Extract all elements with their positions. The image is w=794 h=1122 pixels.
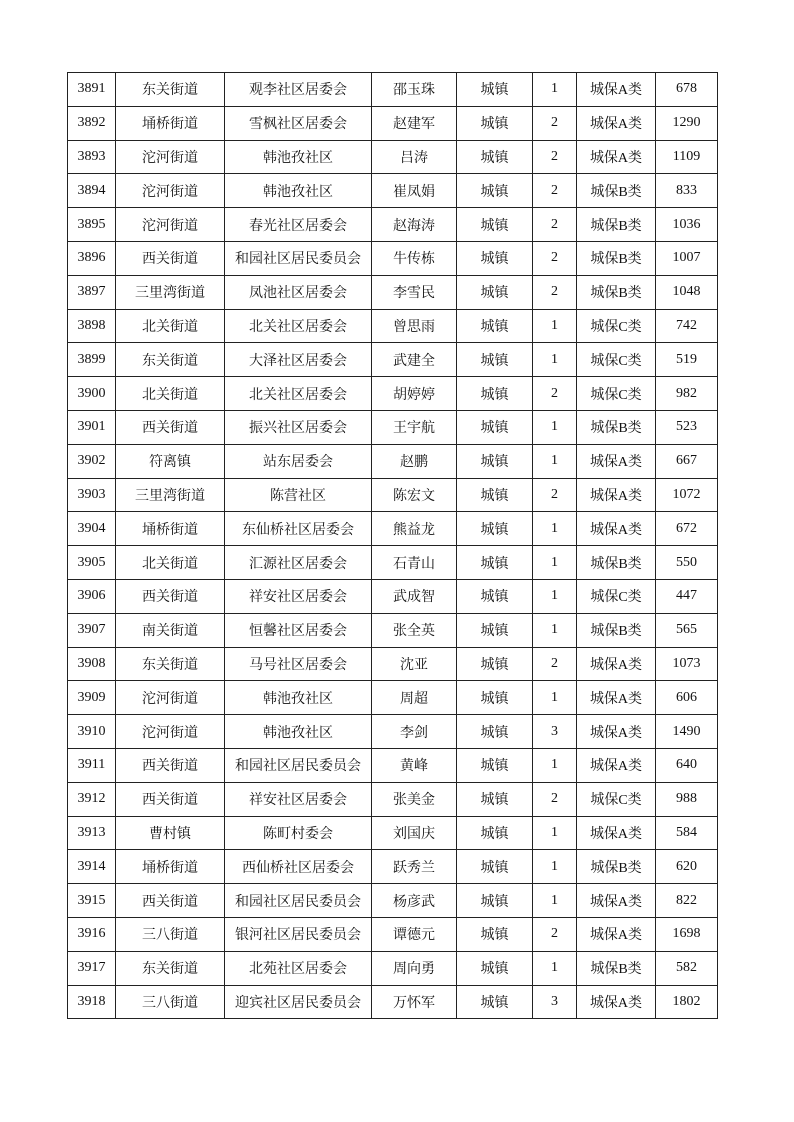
cell-id: 3909 — [68, 681, 116, 715]
cell-community: 汇源社区居委会 — [225, 546, 372, 580]
cell-category: 城保A类 — [577, 681, 656, 715]
cell-count: 1 — [533, 546, 577, 580]
cell-count: 2 — [533, 782, 577, 816]
cell-street: 西关街道 — [116, 241, 225, 275]
cell-area: 城镇 — [457, 444, 533, 478]
cell-count: 1 — [533, 410, 577, 444]
cell-count: 1 — [533, 444, 577, 478]
cell-name: 万怀军 — [372, 985, 457, 1019]
cell-street: 沱河街道 — [116, 208, 225, 242]
cell-community: 和园社区居民委员会 — [225, 241, 372, 275]
cell-count: 1 — [533, 343, 577, 377]
cell-category: 城保B类 — [577, 275, 656, 309]
cell-name: 张美金 — [372, 782, 457, 816]
cell-id: 3895 — [68, 208, 116, 242]
cell-community: 祥安社区居委会 — [225, 579, 372, 613]
cell-community: 祥安社区居委会 — [225, 782, 372, 816]
cell-amount: 1490 — [656, 715, 718, 749]
cell-name: 武建全 — [372, 343, 457, 377]
cell-count: 1 — [533, 748, 577, 782]
cell-street: 埇桥街道 — [116, 106, 225, 140]
cell-category: 城保C类 — [577, 782, 656, 816]
cell-community: 观李社区居委会 — [225, 73, 372, 107]
table-row — [68, 850, 718, 884]
cell-area: 城镇 — [457, 241, 533, 275]
cell-area: 城镇 — [457, 106, 533, 140]
cell-category: 城保C类 — [577, 343, 656, 377]
cell-name: 周向勇 — [372, 951, 457, 985]
cell-count: 2 — [533, 241, 577, 275]
cell-id: 3905 — [68, 546, 116, 580]
cell-amount: 742 — [656, 309, 718, 343]
cell-id: 3908 — [68, 647, 116, 681]
cell-area: 城镇 — [457, 579, 533, 613]
cell-street: 南关街道 — [116, 613, 225, 647]
cell-id: 3899 — [68, 343, 116, 377]
cell-amount: 606 — [656, 681, 718, 715]
cell-amount: 822 — [656, 884, 718, 918]
cell-street: 三里湾街道 — [116, 478, 225, 512]
cell-id: 3898 — [68, 309, 116, 343]
cell-count: 2 — [533, 106, 577, 140]
table-row — [68, 343, 718, 377]
cell-community: 站东居委会 — [225, 444, 372, 478]
cell-id: 3906 — [68, 579, 116, 613]
cell-category: 城保A类 — [577, 647, 656, 681]
cell-name: 石青山 — [372, 546, 457, 580]
records-table — [67, 72, 718, 1019]
cell-id: 3916 — [68, 917, 116, 951]
table-row — [68, 377, 718, 411]
cell-community: 韩池孜社区 — [225, 140, 372, 174]
cell-count: 2 — [533, 174, 577, 208]
cell-street: 三八街道 — [116, 985, 225, 1019]
cell-count: 1 — [533, 73, 577, 107]
cell-count: 1 — [533, 850, 577, 884]
cell-category: 城保B类 — [577, 951, 656, 985]
cell-name: 牛传栋 — [372, 241, 457, 275]
cell-area: 城镇 — [457, 884, 533, 918]
cell-id: 3892 — [68, 106, 116, 140]
cell-street: 沱河街道 — [116, 715, 225, 749]
table-row — [68, 140, 718, 174]
cell-community: 陈町村委会 — [225, 816, 372, 850]
cell-street: 符离镇 — [116, 444, 225, 478]
cell-street: 曹村镇 — [116, 816, 225, 850]
cell-id: 3891 — [68, 73, 116, 107]
cell-area: 城镇 — [457, 748, 533, 782]
cell-area: 城镇 — [457, 343, 533, 377]
cell-community: 北关社区居委会 — [225, 377, 372, 411]
cell-community: 振兴社区居委会 — [225, 410, 372, 444]
cell-street: 东关街道 — [116, 73, 225, 107]
cell-name: 胡婷婷 — [372, 377, 457, 411]
cell-community: 大泽社区居委会 — [225, 343, 372, 377]
cell-street: 西关街道 — [116, 579, 225, 613]
cell-amount: 447 — [656, 579, 718, 613]
cell-community: 和园社区居民委员会 — [225, 884, 372, 918]
cell-category: 城保A类 — [577, 444, 656, 478]
table-row — [68, 681, 718, 715]
cell-count: 2 — [533, 377, 577, 411]
cell-category: 城保B类 — [577, 613, 656, 647]
cell-name: 跃秀兰 — [372, 850, 457, 884]
cell-count: 2 — [533, 140, 577, 174]
table-row — [68, 647, 718, 681]
cell-community: 韩池孜社区 — [225, 681, 372, 715]
cell-name: 黄峰 — [372, 748, 457, 782]
cell-category: 城保A类 — [577, 748, 656, 782]
cell-community: 春光社区居委会 — [225, 208, 372, 242]
cell-name: 赵建军 — [372, 106, 457, 140]
cell-amount: 678 — [656, 73, 718, 107]
table-row — [68, 410, 718, 444]
table-row — [68, 884, 718, 918]
cell-street: 北关街道 — [116, 309, 225, 343]
cell-area: 城镇 — [457, 850, 533, 884]
cell-name: 熊益龙 — [372, 512, 457, 546]
cell-area: 城镇 — [457, 512, 533, 546]
cell-name: 杨彦武 — [372, 884, 457, 918]
cell-count: 1 — [533, 512, 577, 546]
cell-community: 恒馨社区居委会 — [225, 613, 372, 647]
cell-id: 3903 — [68, 478, 116, 512]
table-row — [68, 73, 718, 107]
cell-community: 北苑社区居委会 — [225, 951, 372, 985]
cell-category: 城保B类 — [577, 241, 656, 275]
table-row — [68, 512, 718, 546]
cell-count: 1 — [533, 309, 577, 343]
cell-area: 城镇 — [457, 917, 533, 951]
cell-id: 3910 — [68, 715, 116, 749]
cell-street: 东关街道 — [116, 647, 225, 681]
cell-amount: 640 — [656, 748, 718, 782]
cell-community: 马号社区居委会 — [225, 647, 372, 681]
cell-amount: 1698 — [656, 917, 718, 951]
table-row — [68, 275, 718, 309]
cell-area: 城镇 — [457, 208, 533, 242]
cell-category: 城保C类 — [577, 309, 656, 343]
cell-area: 城镇 — [457, 275, 533, 309]
table-row — [68, 546, 718, 580]
cell-area: 城镇 — [457, 309, 533, 343]
cell-count: 1 — [533, 951, 577, 985]
cell-amount: 565 — [656, 613, 718, 647]
cell-name: 曾思雨 — [372, 309, 457, 343]
cell-category: 城保A类 — [577, 140, 656, 174]
cell-count: 2 — [533, 275, 577, 309]
cell-count: 1 — [533, 613, 577, 647]
cell-amount: 1290 — [656, 106, 718, 140]
cell-count: 1 — [533, 579, 577, 613]
cell-street: 西关街道 — [116, 748, 225, 782]
cell-street: 三八街道 — [116, 917, 225, 951]
table-row — [68, 309, 718, 343]
cell-amount: 1072 — [656, 478, 718, 512]
cell-area: 城镇 — [457, 715, 533, 749]
cell-name: 崔凤娟 — [372, 174, 457, 208]
cell-category: 城保B类 — [577, 208, 656, 242]
table-row — [68, 208, 718, 242]
cell-community: 北关社区居委会 — [225, 309, 372, 343]
table-row — [68, 715, 718, 749]
cell-category: 城保C类 — [577, 579, 656, 613]
cell-category: 城保A类 — [577, 917, 656, 951]
cell-community: 东仙桥社区居委会 — [225, 512, 372, 546]
cell-street: 北关街道 — [116, 546, 225, 580]
table-row — [68, 444, 718, 478]
cell-name: 张全英 — [372, 613, 457, 647]
table-row — [68, 478, 718, 512]
cell-street: 埇桥街道 — [116, 512, 225, 546]
cell-amount: 988 — [656, 782, 718, 816]
cell-street: 埇桥街道 — [116, 850, 225, 884]
cell-name: 沈亚 — [372, 647, 457, 681]
table-row — [68, 174, 718, 208]
cell-id: 3915 — [68, 884, 116, 918]
cell-area: 城镇 — [457, 174, 533, 208]
cell-area: 城镇 — [457, 816, 533, 850]
cell-street: 北关街道 — [116, 377, 225, 411]
cell-count: 1 — [533, 816, 577, 850]
cell-street: 东关街道 — [116, 951, 225, 985]
cell-name: 谭德元 — [372, 917, 457, 951]
cell-id: 3917 — [68, 951, 116, 985]
cell-id: 3904 — [68, 512, 116, 546]
cell-count: 1 — [533, 884, 577, 918]
cell-community: 凤池社区居委会 — [225, 275, 372, 309]
cell-community: 韩池孜社区 — [225, 174, 372, 208]
cell-amount: 584 — [656, 816, 718, 850]
cell-area: 城镇 — [457, 478, 533, 512]
table-row — [68, 816, 718, 850]
cell-name: 吕涛 — [372, 140, 457, 174]
cell-name: 王宇航 — [372, 410, 457, 444]
cell-area: 城镇 — [457, 546, 533, 580]
cell-street: 沱河街道 — [116, 174, 225, 208]
cell-count: 2 — [533, 647, 577, 681]
cell-name: 邵玉珠 — [372, 73, 457, 107]
table-row — [68, 748, 718, 782]
cell-area: 城镇 — [457, 647, 533, 681]
cell-amount: 1007 — [656, 241, 718, 275]
cell-id: 3894 — [68, 174, 116, 208]
cell-area: 城镇 — [457, 410, 533, 444]
cell-amount: 519 — [656, 343, 718, 377]
cell-count: 2 — [533, 208, 577, 242]
cell-area: 城镇 — [457, 613, 533, 647]
table-row — [68, 917, 718, 951]
cell-amount: 672 — [656, 512, 718, 546]
records-table-container — [67, 72, 717, 1019]
cell-amount: 1109 — [656, 140, 718, 174]
cell-category: 城保A类 — [577, 73, 656, 107]
cell-area: 城镇 — [457, 140, 533, 174]
cell-category: 城保A类 — [577, 478, 656, 512]
cell-id: 3896 — [68, 241, 116, 275]
cell-category: 城保A类 — [577, 106, 656, 140]
cell-id: 3914 — [68, 850, 116, 884]
cell-id: 3918 — [68, 985, 116, 1019]
cell-id: 3897 — [68, 275, 116, 309]
cell-amount: 982 — [656, 377, 718, 411]
cell-category: 城保A类 — [577, 512, 656, 546]
cell-area: 城镇 — [457, 985, 533, 1019]
table-body — [68, 73, 718, 1019]
cell-area: 城镇 — [457, 73, 533, 107]
cell-name: 李雪民 — [372, 275, 457, 309]
cell-id: 3901 — [68, 410, 116, 444]
cell-amount: 523 — [656, 410, 718, 444]
cell-id: 3911 — [68, 748, 116, 782]
cell-name: 陈宏文 — [372, 478, 457, 512]
cell-id: 3902 — [68, 444, 116, 478]
cell-amount: 1802 — [656, 985, 718, 1019]
cell-community: 雪枫社区居委会 — [225, 106, 372, 140]
cell-category: 城保B类 — [577, 850, 656, 884]
cell-street: 西关街道 — [116, 410, 225, 444]
cell-name: 赵海涛 — [372, 208, 457, 242]
cell-id: 3893 — [68, 140, 116, 174]
cell-category: 城保B类 — [577, 174, 656, 208]
cell-community: 陈营社区 — [225, 478, 372, 512]
cell-street: 沱河街道 — [116, 681, 225, 715]
cell-area: 城镇 — [457, 951, 533, 985]
cell-count: 3 — [533, 715, 577, 749]
cell-street: 西关街道 — [116, 884, 225, 918]
table-row — [68, 613, 718, 647]
cell-community: 迎宾社区居民委员会 — [225, 985, 372, 1019]
cell-amount: 667 — [656, 444, 718, 478]
cell-name: 赵鹏 — [372, 444, 457, 478]
cell-area: 城镇 — [457, 681, 533, 715]
cell-category: 城保A类 — [577, 715, 656, 749]
cell-count: 1 — [533, 681, 577, 715]
cell-name: 刘国庆 — [372, 816, 457, 850]
cell-amount: 550 — [656, 546, 718, 580]
cell-id: 3912 — [68, 782, 116, 816]
cell-community: 银河社区居民委员会 — [225, 917, 372, 951]
cell-category: 城保A类 — [577, 816, 656, 850]
table-row — [68, 951, 718, 985]
cell-name: 李剑 — [372, 715, 457, 749]
cell-category: 城保A类 — [577, 985, 656, 1019]
cell-id: 3913 — [68, 816, 116, 850]
cell-area: 城镇 — [457, 782, 533, 816]
table-row — [68, 579, 718, 613]
cell-id: 3907 — [68, 613, 116, 647]
table-row — [68, 782, 718, 816]
cell-street: 三里湾街道 — [116, 275, 225, 309]
cell-count: 2 — [533, 917, 577, 951]
cell-count: 2 — [533, 478, 577, 512]
cell-count: 3 — [533, 985, 577, 1019]
cell-community: 和园社区居民委员会 — [225, 748, 372, 782]
table-row — [68, 106, 718, 140]
cell-street: 西关街道 — [116, 782, 225, 816]
cell-category: 城保C类 — [577, 377, 656, 411]
cell-name: 武成智 — [372, 579, 457, 613]
cell-amount: 582 — [656, 951, 718, 985]
cell-category: 城保B类 — [577, 410, 656, 444]
cell-category: 城保B类 — [577, 546, 656, 580]
cell-area: 城镇 — [457, 377, 533, 411]
cell-community: 韩池孜社区 — [225, 715, 372, 749]
cell-amount: 833 — [656, 174, 718, 208]
table-row — [68, 241, 718, 275]
table-row — [68, 985, 718, 1019]
cell-community: 西仙桥社区居委会 — [225, 850, 372, 884]
cell-street: 沱河街道 — [116, 140, 225, 174]
cell-street: 东关街道 — [116, 343, 225, 377]
cell-name: 周超 — [372, 681, 457, 715]
cell-amount: 1036 — [656, 208, 718, 242]
cell-category: 城保A类 — [577, 884, 656, 918]
cell-amount: 1048 — [656, 275, 718, 309]
cell-id: 3900 — [68, 377, 116, 411]
cell-amount: 1073 — [656, 647, 718, 681]
cell-amount: 620 — [656, 850, 718, 884]
